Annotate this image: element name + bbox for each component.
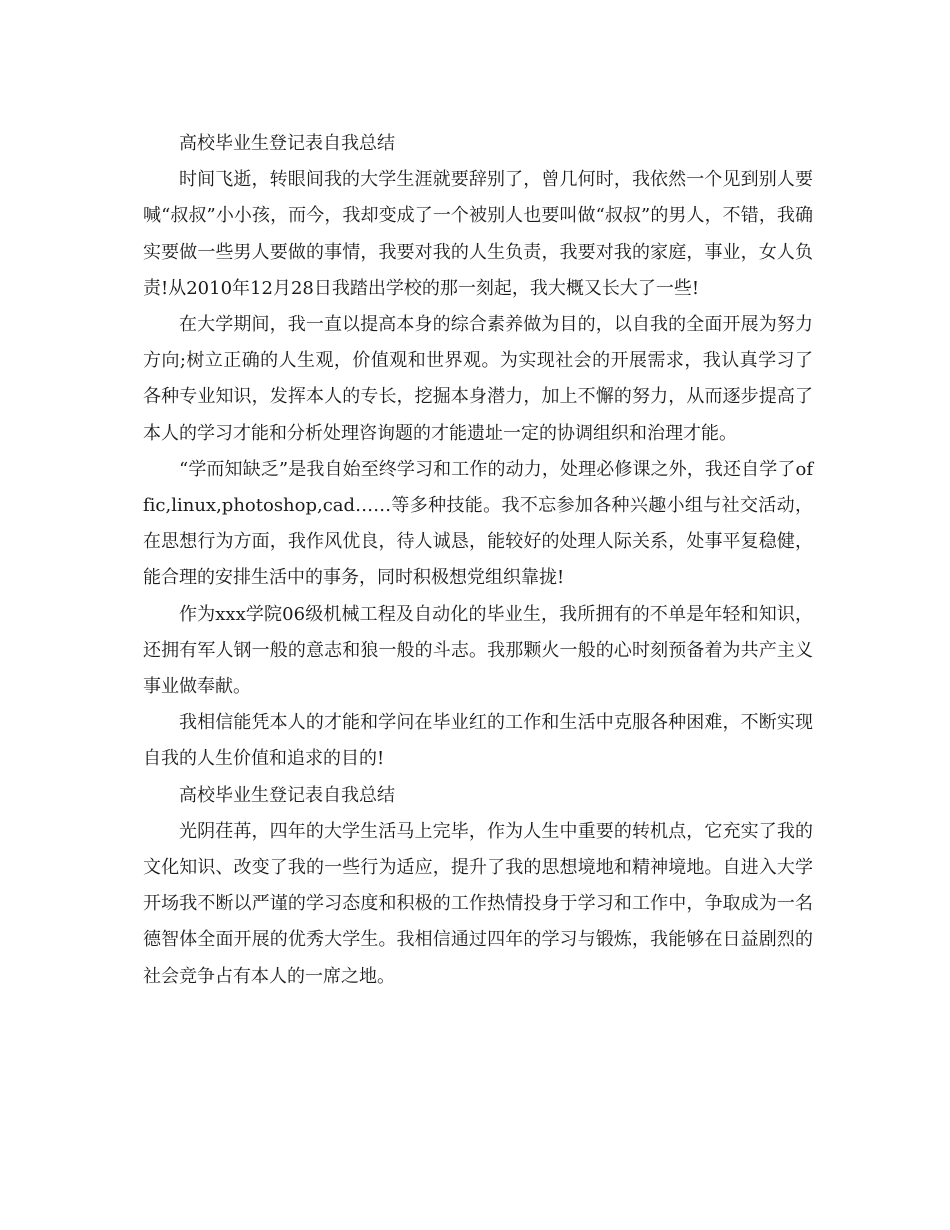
body-paragraph: 我相信能凭本人的才能和学问在毕业红的工作和生活中克服各种困难，不断实现自我的人生价值和追求的目的! — [143, 712, 813, 770]
body-paragraph: 在大学期间，我一直以提高本身的综合素养做为目的，以自我的全面开展为努力方向;树立正确的人生观，价值观和世界观。为实现社会的开展需求，我认真学习了各种专业知识，发挥本人的专长，挖掘本身潜力，加上不懈的努力，从而逐步提高了本人的学习才能和分析处理咨询题的才能遗址一定的协调组织和治理才能。 — [143, 314, 813, 444]
section-heading: 高校毕业生登记表自我总结 — [179, 784, 395, 806]
body-paragraph: 光阴荏苒，四年的大学生活马上完毕，作为人生中重要的转机点，它充实了我的文化知识、改变了我的一些行为适应，提升了我的思想境地和精神境地。自进入大学开场我不断以严谨的学习态度和积极的工作热情投身于学习和工作中，争取成为一名德智体全面开展的优秀大学生。我相信通过四年的学习与锻炼，我能够在日益剧烈的社会竞争占有本人的一席之地。 — [143, 820, 813, 987]
body-paragraph: “学而知缺乏”是我自始至终学习和工作的动力，处理必修课之外，我还自学了offic,linux,photoshop,cad……等多种技能。我不忘参加各种兴趣小组与社交活动，在思想行为方面，我作风优良，待人诚恳，能较好的处理人际关系，处事平复稳健，能合理的安排生活中的事务，同时积极想党组织靠拢! — [143, 458, 813, 589]
section-heading: 高校毕业生登记表自我总结 — [179, 133, 395, 154]
document-page — [143, 126, 813, 995]
body-paragraph: 作为xxx学院06级机械工程及自动化的毕业生，我所拥有的不单是年轻和知识，还拥有军人钢一般的意志和狼一般的斗志。我那颗火一般的心时刻预备着为共产主义事业做奉献。 — [143, 603, 813, 698]
body-paragraph: 时间飞逝，转眼间我的大学生涯就要辞别了，曾几何时，我依然一个见到别人要喊“叔叔”小小孩，而今，我却变成了一个被别人也要叫做“叔叔”的男人，不错，我确实要做一些男人要做的事情，我要对我的人生负责，我要对我的家庭，事业，女人负责!从2010年12月28日我踏出学校的那一刻起，我大概又长大了一些! — [143, 169, 813, 299]
